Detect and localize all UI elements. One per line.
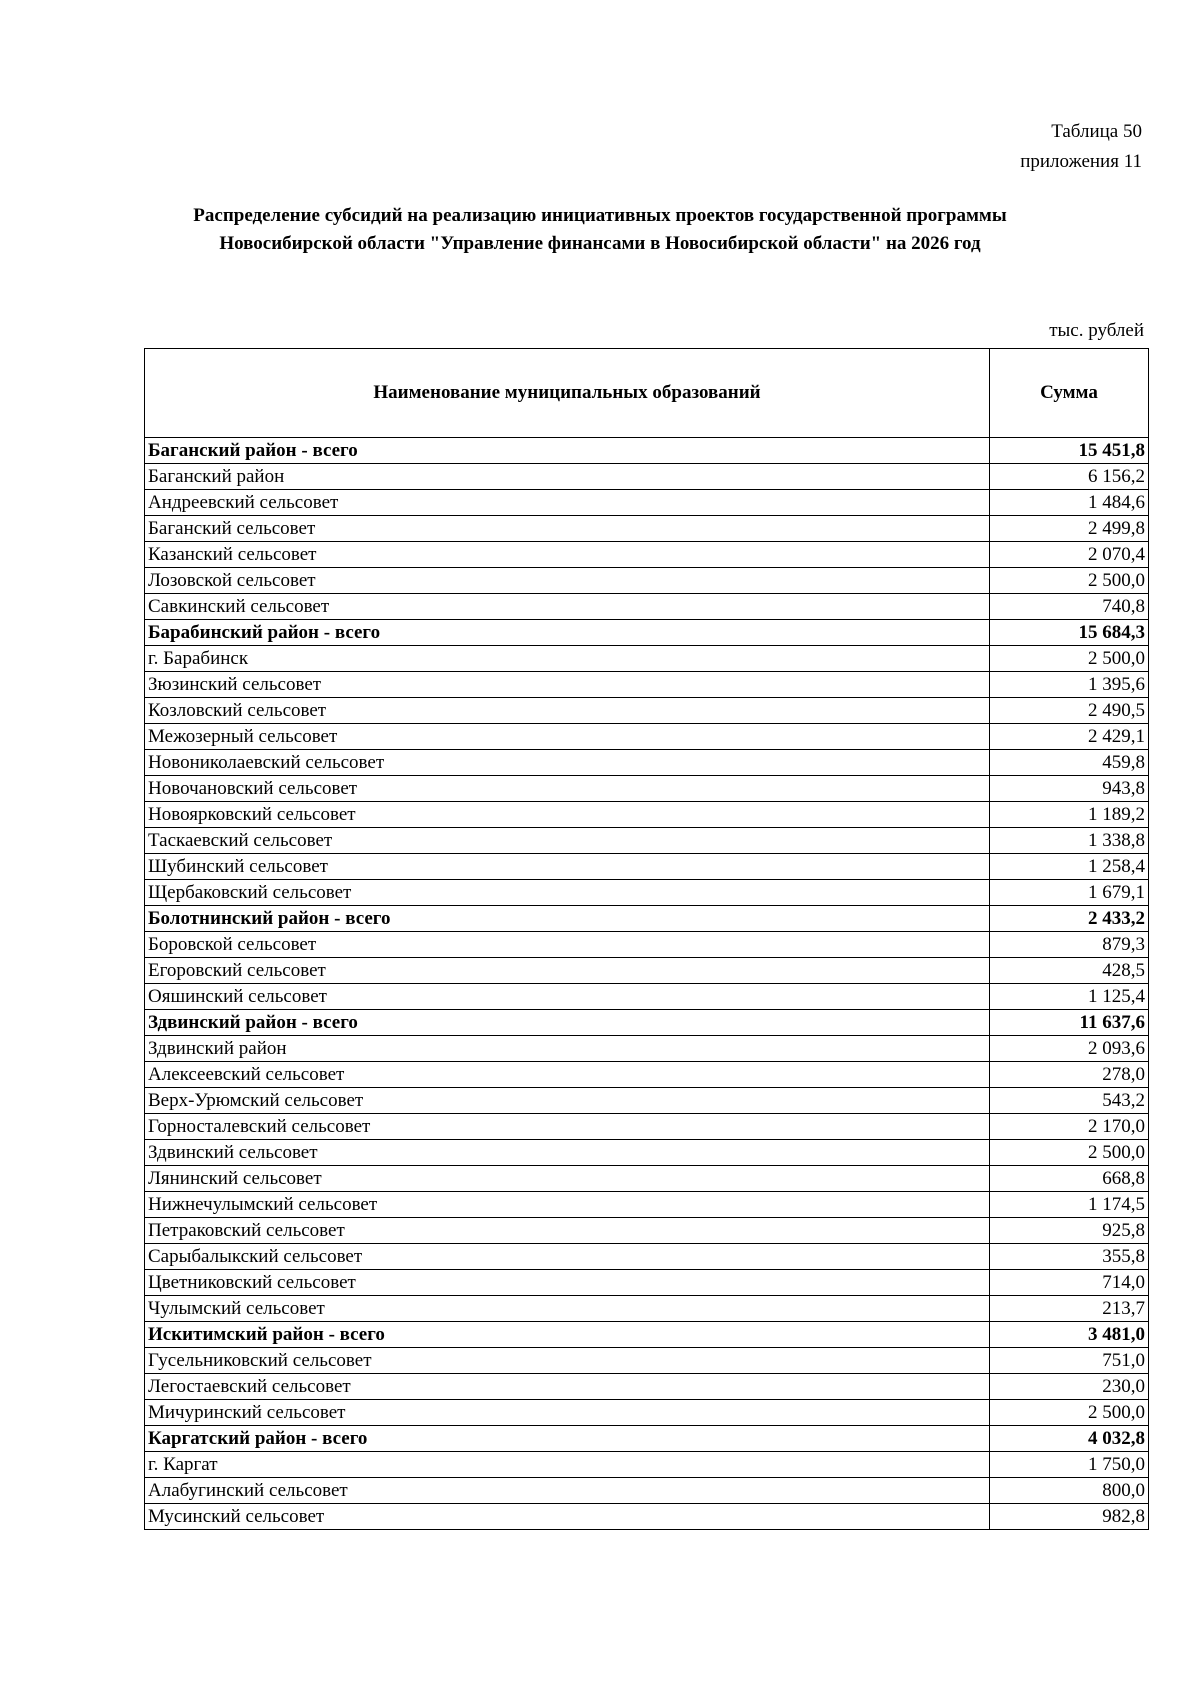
amount-cell: 2 499,8 — [990, 516, 1149, 542]
municipality-name-cell: Сарыбалыкский сельсовет — [145, 1244, 990, 1270]
amount-cell: 1 258,4 — [990, 854, 1149, 880]
amount-cell: 668,8 — [990, 1166, 1149, 1192]
table-row — [145, 1088, 1149, 1114]
table-row — [145, 516, 1149, 542]
municipality-name-cell: Цветниковский сельсовет — [145, 1270, 990, 1296]
table-header-row — [145, 349, 1149, 438]
column-header-sum: Сумма — [990, 349, 1149, 438]
municipality-name-cell: Ояшинский сельсовет — [145, 984, 990, 1010]
title-line-1: Распределение субсидий на реализацию инициативных проектов государственной программы — [193, 205, 1007, 226]
table-row — [145, 698, 1149, 724]
table-row — [145, 464, 1149, 490]
amount-cell: 1 395,6 — [990, 672, 1149, 698]
municipality-name-cell: Новониколаевский сельсовет — [145, 750, 990, 776]
district-total-row — [145, 1426, 1149, 1452]
district-total-row — [145, 906, 1149, 932]
amount-cell: 2 433,2 — [990, 906, 1149, 932]
table-row — [145, 594, 1149, 620]
table-row — [145, 1192, 1149, 1218]
amount-cell: 751,0 — [990, 1348, 1149, 1374]
amount-cell: 2 500,0 — [990, 568, 1149, 594]
municipality-name-cell: Баганский сельсовет — [145, 516, 990, 542]
amount-cell: 879,3 — [990, 932, 1149, 958]
municipality-name-cell: Гусельниковский сельсовет — [145, 1348, 990, 1374]
amount-cell: 4 032,8 — [990, 1426, 1149, 1452]
table-row — [145, 1062, 1149, 1088]
municipality-name-cell: Алабугинский сельсовет — [145, 1478, 990, 1504]
amount-cell: 2 429,1 — [990, 724, 1149, 750]
municipality-name-cell: Искитимский район - всего — [145, 1322, 990, 1348]
amount-cell: 2 500,0 — [990, 1140, 1149, 1166]
amount-cell: 925,8 — [990, 1218, 1149, 1244]
document-title — [130, 202, 1070, 258]
units-label: тыс. рублей — [1049, 320, 1144, 341]
municipality-name-cell: Нижнечулымский сельсовет — [145, 1192, 990, 1218]
table-row — [145, 750, 1149, 776]
municipality-name-cell: Верх-Урюмский сельсовет — [145, 1088, 990, 1114]
table-row — [145, 646, 1149, 672]
municipality-name-cell: Казанский сельсовет — [145, 542, 990, 568]
table-row — [145, 1270, 1149, 1296]
municipality-name-cell: Болотнинский район - всего — [145, 906, 990, 932]
municipality-name-cell: Межозерный сельсовет — [145, 724, 990, 750]
municipality-name-cell: Козловский сельсовет — [145, 698, 990, 724]
amount-cell: 3 481,0 — [990, 1322, 1149, 1348]
title-line-2: Новосибирской области "Управление финансами в Новосибирской области" на 2026 год — [219, 233, 981, 254]
table-body — [145, 438, 1149, 1530]
table-row — [145, 958, 1149, 984]
amount-cell: 982,8 — [990, 1504, 1149, 1530]
table-row — [145, 854, 1149, 880]
municipality-name-cell: Здвинский сельсовет — [145, 1140, 990, 1166]
amount-cell: 2 500,0 — [990, 1400, 1149, 1426]
municipality-name-cell: Горносталевский сельсовет — [145, 1114, 990, 1140]
table-row — [145, 724, 1149, 750]
municipality-name-cell: Егоровский сельсовет — [145, 958, 990, 984]
municipality-name-cell: Новочановский сельсовет — [145, 776, 990, 802]
amount-cell: 278,0 — [990, 1062, 1149, 1088]
amount-cell: 230,0 — [990, 1374, 1149, 1400]
municipality-name-cell: Мусинский сельсовет — [145, 1504, 990, 1530]
table-row — [145, 1114, 1149, 1140]
municipality-name-cell: Легостаевский сельсовет — [145, 1374, 990, 1400]
municipality-name-cell: Шубинский сельсовет — [145, 854, 990, 880]
appendix-number: приложения 11 — [1020, 151, 1142, 172]
table-row — [145, 880, 1149, 906]
table-row — [145, 1374, 1149, 1400]
table-row — [145, 776, 1149, 802]
amount-cell: 1 189,2 — [990, 802, 1149, 828]
municipality-name-cell: Лозовской сельсовет — [145, 568, 990, 594]
amount-cell: 6 156,2 — [990, 464, 1149, 490]
amount-cell: 714,0 — [990, 1270, 1149, 1296]
amount-cell: 1 125,4 — [990, 984, 1149, 1010]
amount-cell: 355,8 — [990, 1244, 1149, 1270]
amount-cell: 740,8 — [990, 594, 1149, 620]
municipality-name-cell: г. Каргат — [145, 1452, 990, 1478]
municipality-name-cell: Андреевский сельсовет — [145, 490, 990, 516]
municipality-name-cell: Баганский район — [145, 464, 990, 490]
municipality-name-cell: Баганский район - всего — [145, 438, 990, 464]
table-row — [145, 1452, 1149, 1478]
amount-cell: 2 170,0 — [990, 1114, 1149, 1140]
table-reference — [1020, 117, 1142, 177]
amount-cell: 459,8 — [990, 750, 1149, 776]
table-row — [145, 1166, 1149, 1192]
municipality-name-cell: Зюзинский сельсовет — [145, 672, 990, 698]
municipality-name-cell: г. Барабинск — [145, 646, 990, 672]
municipality-name-cell: Чулымский сельсовет — [145, 1296, 990, 1322]
district-total-row — [145, 1322, 1149, 1348]
table-row — [145, 802, 1149, 828]
amount-cell: 2 093,6 — [990, 1036, 1149, 1062]
district-total-row — [145, 620, 1149, 646]
amount-cell: 2 500,0 — [990, 646, 1149, 672]
table-row — [145, 1504, 1149, 1530]
table-number: Таблица 50 — [1051, 121, 1142, 142]
amount-cell: 2 490,5 — [990, 698, 1149, 724]
column-header-name: Наименование муниципальных образований — [145, 349, 990, 438]
amount-cell: 15 684,3 — [990, 620, 1149, 646]
table-row — [145, 984, 1149, 1010]
table-row — [145, 1478, 1149, 1504]
municipality-name-cell: Щербаковский сельсовет — [145, 880, 990, 906]
municipality-name-cell: Таскаевский сельсовет — [145, 828, 990, 854]
municipality-name-cell: Лянинский сельсовет — [145, 1166, 990, 1192]
table-row — [145, 932, 1149, 958]
amount-cell: 1 338,8 — [990, 828, 1149, 854]
amount-cell: 11 637,6 — [990, 1010, 1149, 1036]
amount-cell: 428,5 — [990, 958, 1149, 984]
table-row — [145, 1140, 1149, 1166]
municipality-name-cell: Каргатский район - всего — [145, 1426, 990, 1452]
amount-cell: 1 679,1 — [990, 880, 1149, 906]
district-total-row — [145, 1010, 1149, 1036]
amount-cell: 1 484,6 — [990, 490, 1149, 516]
amount-cell: 943,8 — [990, 776, 1149, 802]
table-row — [145, 1036, 1149, 1062]
table-row — [145, 542, 1149, 568]
table-row — [145, 1296, 1149, 1322]
table-row — [145, 490, 1149, 516]
amount-cell: 213,7 — [990, 1296, 1149, 1322]
municipality-name-cell: Савкинский сельсовет — [145, 594, 990, 620]
municipality-name-cell: Здвинский район — [145, 1036, 990, 1062]
municipality-name-cell: Боровской сельсовет — [145, 932, 990, 958]
table-row — [145, 672, 1149, 698]
municipality-name-cell: Алексеевский сельсовет — [145, 1062, 990, 1088]
table-row — [145, 568, 1149, 594]
municipality-name-cell: Мичуринский сельсовет — [145, 1400, 990, 1426]
table-row — [145, 1244, 1149, 1270]
table-row — [145, 1348, 1149, 1374]
amount-cell: 15 451,8 — [990, 438, 1149, 464]
municipality-name-cell: Петраковский сельсовет — [145, 1218, 990, 1244]
amount-cell: 800,0 — [990, 1478, 1149, 1504]
table-row — [145, 828, 1149, 854]
amount-cell: 1 750,0 — [990, 1452, 1149, 1478]
district-total-row — [145, 438, 1149, 464]
municipality-name-cell: Барабинский район - всего — [145, 620, 990, 646]
municipality-name-cell: Новоярковский сельсовет — [145, 802, 990, 828]
amount-cell: 1 174,5 — [990, 1192, 1149, 1218]
amount-cell: 543,2 — [990, 1088, 1149, 1114]
municipality-name-cell: Здвинский район - всего — [145, 1010, 990, 1036]
subsidy-table — [144, 348, 1149, 1530]
table-row — [145, 1400, 1149, 1426]
table-row — [145, 1218, 1149, 1244]
amount-cell: 2 070,4 — [990, 542, 1149, 568]
